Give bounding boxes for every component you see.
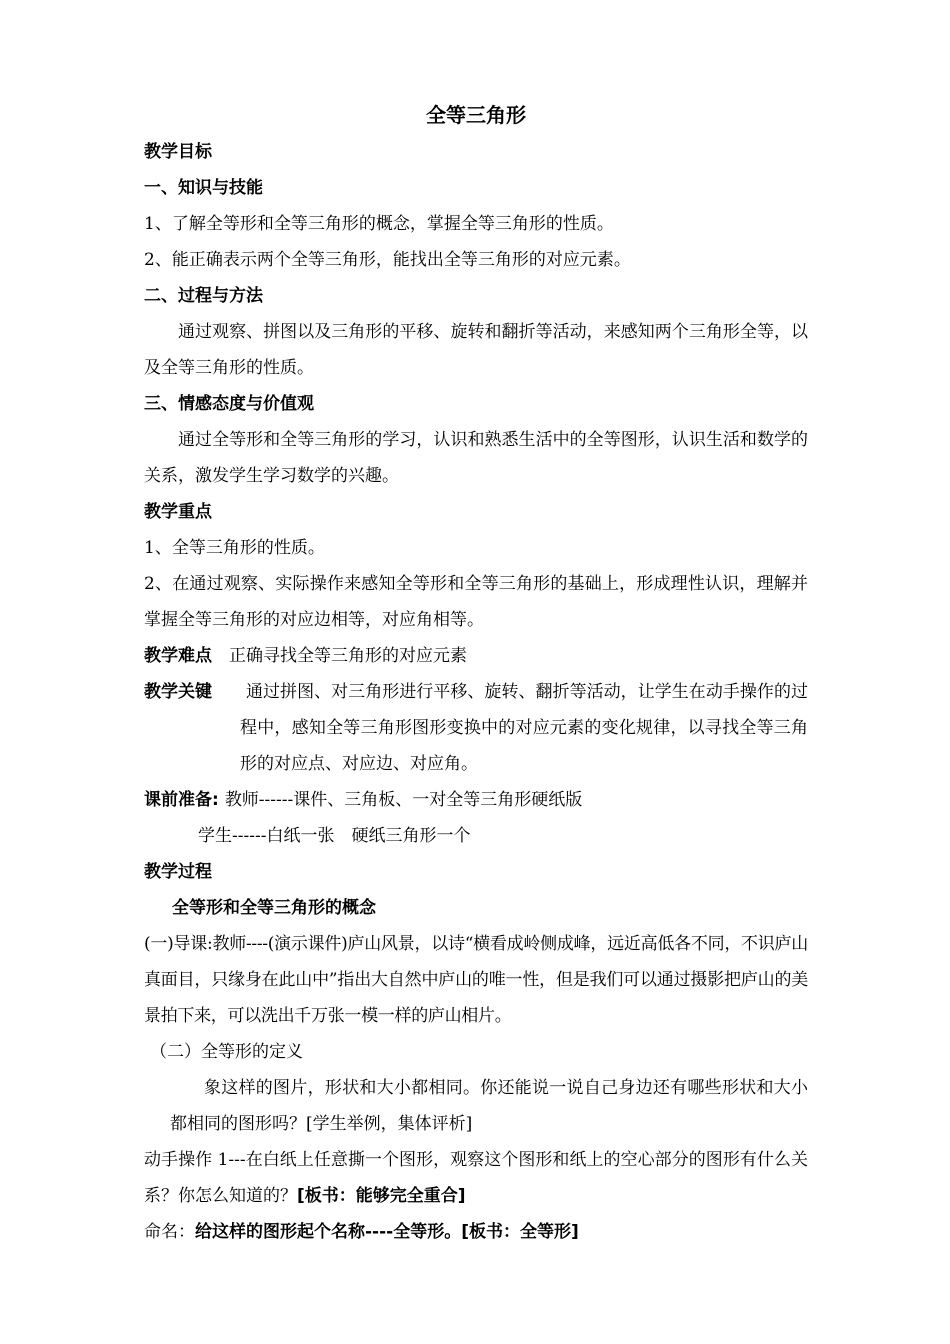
key-row [144,674,808,782]
prep-teacher: 教师------课件、三角板、一对全等三角形硬纸版 [224,790,583,810]
focus-item-2: 2、在通过观察、实际操作来感知全等形和全等三角形的基础上，形成理性认识，理解并掌握全等三角形的对应边相等，对应角相等。 [144,574,808,630]
naming [144,1214,808,1250]
document-page [144,98,808,1250]
process-text: 通过观察、拼图以及三角形的平移、旋转和翻折等活动，来感知两个三角形全等，以及全等三角形的性质。 [144,322,808,378]
key-label: 教学关键 [144,682,212,702]
document-title: 全等三角形 [426,103,526,127]
difficulty-row [144,638,808,674]
difficulty-label: 教学难点 [144,646,212,666]
procedure-heading: 教学过程 [144,862,212,882]
objectives-heading: 教学目标 [144,142,212,162]
prep-student: 学生------白纸一张 硬纸三角形一个 [198,826,471,846]
procedure-subheading: 全等形和全等三角形的概念 [172,898,376,918]
operation-1-text: 动手操作 1---在白纸上任意撕一个图形，观察这个图形和纸上的空心部分的图形有什么关系？你怎么知道的？ [144,1150,808,1206]
emotion-heading: 三、情感态度与价值观 [144,394,314,414]
naming-text: 给这样的图形起个名称----全等形。[板书：全等形] [195,1222,579,1242]
focus-item-1: 1、全等三角形的性质。 [144,538,325,558]
knowledge-item-2: 2、能正确表示两个全等三角形，能找出全等三角形的对应元素。 [144,250,631,270]
intro-text: (一)导课:教师----(演示课件)庐山风景，以诗“横看成岭侧成峰，远近高低各不同，不识庐山真面目，只缘身在此山中”指出大自然中庐山的唯一性，但是我们可以通过摄影把庐山的美景拍下来，可以洗出千万张一模一样的庐山相片。 [144,934,808,1026]
knowledge-item-1: 1、了解全等形和全等三角形的概念，掌握全等三角形的性质。 [144,214,614,234]
naming-label: 命名： [144,1222,195,1242]
definition-heading: （二）全等形的定义 [150,1042,303,1062]
focus-heading: 教学重点 [144,502,212,522]
knowledge-heading: 一、知识与技能 [144,178,263,198]
prep-row [144,782,808,818]
operation-1-board: [板书：能够完全重合] [297,1186,466,1206]
definition-text: 象这样的图片，形状和大小都相同。你还能说一说自己身边还有哪些形状和大小都相同的图形吗？[学生举例，集体评析] [170,1078,808,1134]
difficulty-text: 正确寻找全等三角形的对应元素 [229,646,467,666]
key-text: 通过拼图、对三角形进行平移、旋转、翻折等活动，让学生在动手操作的过程中，感知全等三角形图形变换中的对应元素的变化规律，以寻找全等三角形的对应点、对应边、对应角。 [240,682,808,774]
emotion-text: 通过全等形和全等三角形的学习，认识和熟悉生活中的全等图形，认识生活和数学的关系，激发学生学习数学的兴趣。 [144,430,808,486]
prep-label: 课前准备: [144,790,219,810]
process-heading: 二、过程与方法 [144,286,263,306]
operation-1 [144,1142,808,1214]
